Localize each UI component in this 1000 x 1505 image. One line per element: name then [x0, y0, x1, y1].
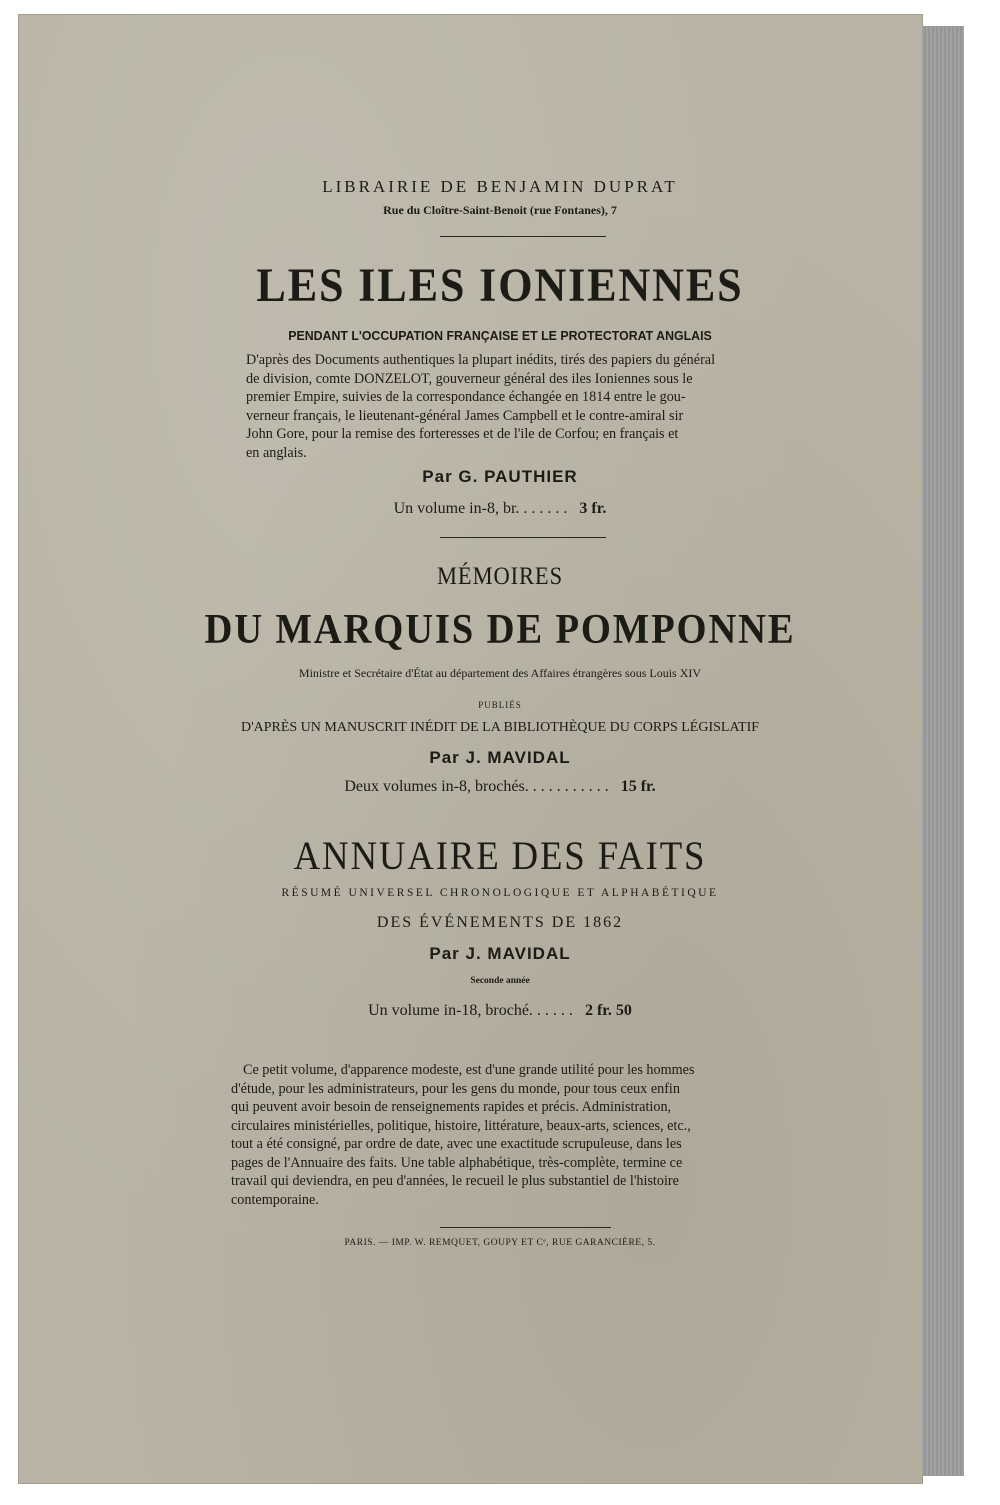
description-line: D'après des Documents authentiques la plupart inédits, tirés des papiers du général — [246, 352, 716, 368]
publisher-address: Rue du Cloître-Saint-Benoit (rue Fontanes), 7 — [383, 203, 617, 217]
book3-author: Par J. MAVIDAL — [429, 944, 571, 963]
imprint: PARIS. — IMP. W. REMQUET, GOUPY ET Cᵉ, RUE GARANCIÈRE, 5. — [344, 1238, 656, 1248]
blurb-line: travail qui deviendra, en peu d'années, le recueil le plus substantiel de l'histoire — [231, 1173, 679, 1189]
blurb-line: qui peuvent avoir besoin de renseignements rapides et précis. Administration, — [231, 1099, 672, 1115]
book2-price: 15 fr. — [620, 778, 656, 795]
divider — [440, 1227, 611, 1228]
book2-kicker: MÉMOIRES — [437, 563, 563, 590]
book3-title: ANNUAIRE DES FAITS — [293, 833, 707, 878]
book2-price-line — [0, 778, 1000, 796]
book3-subtitle: RÉSUMÉ UNIVERSEL CHRONOLOGIQUE ET ALPHABÉTIQUE — [281, 887, 719, 899]
blurb-line: contemporaine. — [231, 1191, 319, 1208]
book2-author: Par J. MAVIDAL — [429, 748, 571, 767]
book3-price: 2 fr. 50 — [584, 1002, 632, 1019]
description-line: premier Empire, suivies de la correspondance échangée en 1814 entre le gou- — [246, 389, 686, 405]
divider — [440, 236, 606, 237]
book2-published: PUBLIÉS — [478, 700, 522, 710]
blurb-line: pages de l'Annuaire des faits. Une table alphabétique, très-complète, termine ce — [231, 1154, 683, 1171]
book1-title: LES ILES IONIENNES — [256, 259, 744, 312]
book2-subtitle: Ministre et Secrétaire d'État au département des Affaires étrangères sous Louis XIV — [298, 666, 702, 680]
book1-format: Un volume in-8, br. . . . . . . — [393, 500, 568, 517]
book3-subtitle2: DES ÉVÉNEMENTS DE 1862 — [376, 914, 624, 931]
book1-description — [246, 351, 818, 462]
book3-price-line — [0, 1002, 1000, 1020]
book2-title: DU MARQUIS DE POMPONNE — [204, 607, 796, 653]
description-line: de division, comte DONZELOT, gouverneur général des iles Ioniennes sous le — [246, 370, 693, 387]
description-line: John Gore, pour la remise des forteresses et de l'ile de Corfou; en français et — [246, 426, 679, 442]
book1-price-line — [0, 500, 1000, 518]
blurb-line: Ce petit volume, d'apparence modeste, est d'une grande utilité pour les hommes — [243, 1062, 695, 1078]
book1-subtitle: PENDANT L'OCCUPATION FRANÇAISE ET LE PROTECTORAT ANGLAIS — [288, 328, 712, 343]
book1-price: 3 fr. — [579, 500, 607, 517]
book2-format: Deux volumes in-8, brochés. . . . . . . . . . . — [344, 778, 609, 795]
book3-format: Un volume in-18, broché. . . . . . — [368, 1002, 573, 1019]
book2-source: D'APRÈS UN MANUSCRIT INÉDIT DE LA BIBLIOTHÈQUE DU CORPS LÉGISLATIF — [240, 720, 760, 735]
blurb-line: tout a été consigné, par ordre de date, avec une exactitude scrupuleuse, dans les — [231, 1136, 682, 1152]
book1-author: Par G. PAUTHIER — [422, 467, 578, 486]
blurb-line: d'étude, pour les administrateurs, pour les gens du monde, pour tous ceux enfin — [231, 1080, 680, 1097]
description-line: en anglais. — [246, 444, 307, 461]
divider — [440, 537, 606, 538]
description-line: verneur français, le lieutenant-général James Campbell et le contre-amiral sir — [246, 407, 684, 424]
blurb-line: circulaires ministérielles, politique, histoire, littérature, beaux-arts, sciences, etc., — [231, 1117, 691, 1134]
book3-edition: Seconde année — [470, 976, 530, 986]
book3-blurb — [231, 1061, 818, 1209]
publisher-name: LIBRAIRIE DE BENJAMIN DUPRAT — [322, 177, 678, 196]
